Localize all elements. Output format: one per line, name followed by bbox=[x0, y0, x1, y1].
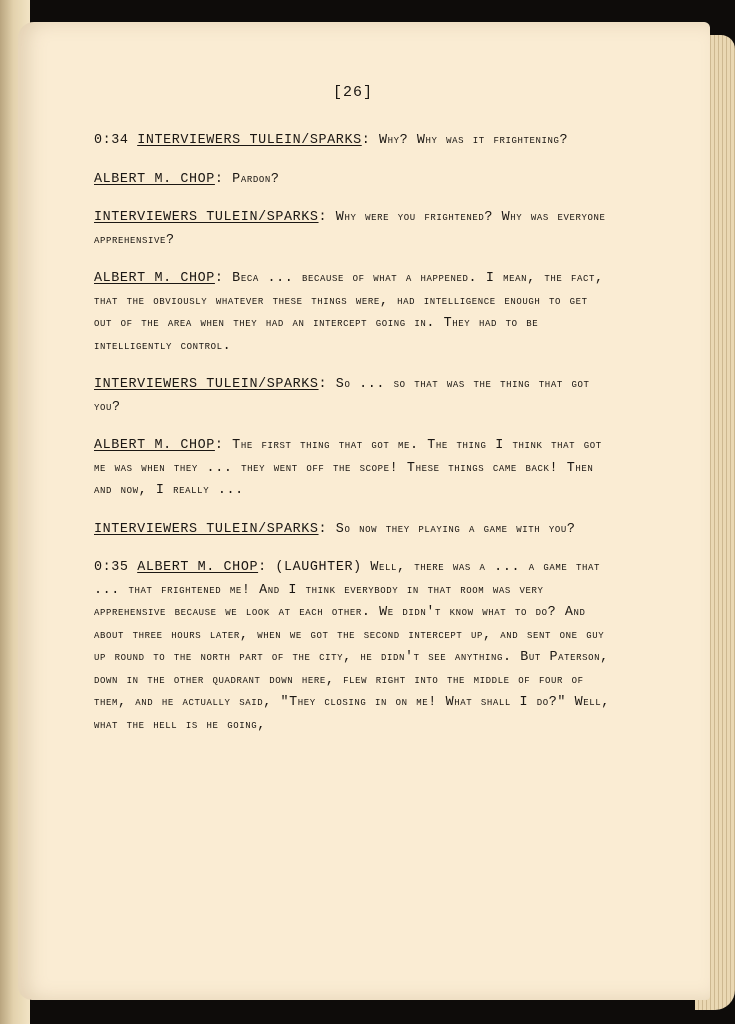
speaker-name: INTERVIEWERS TULEIN/SPARKS bbox=[94, 377, 319, 392]
speaker-name: INTERVIEWERS TULEIN/SPARKS bbox=[137, 133, 362, 148]
speaker-name: ALBERT M. CHOP bbox=[94, 438, 215, 453]
speaker-name: ALBERT M. CHOP bbox=[94, 171, 215, 187]
dialogue-text: : Why? Why was it frightening? bbox=[361, 133, 569, 148]
dialogue-text: : So now they playing a game with you? bbox=[318, 521, 576, 537]
dialogue-text: : Beca ... because of what a happened. I mean, the fact, that the obviously whatever these things were, had intelligence enough to get out of the area when they had an intercept going in. They had to be intelligently control. bbox=[94, 271, 604, 354]
timestamp: 0:35 bbox=[94, 560, 138, 575]
book-page bbox=[18, 22, 710, 1000]
transcript-paragraph bbox=[94, 374, 614, 419]
transcript-paragraph bbox=[94, 435, 614, 503]
transcript-paragraph bbox=[94, 519, 614, 542]
transcript-paragraph bbox=[94, 169, 614, 192]
transcript-paragraph bbox=[94, 557, 614, 737]
dialogue-text: : So ... so that was the thing that got you? bbox=[94, 377, 590, 415]
transcript-paragraph bbox=[94, 130, 614, 153]
transcript-paragraph bbox=[94, 268, 614, 358]
dialogue-text: : Why were you frightened? Why was everyone apprehensive? bbox=[94, 210, 606, 248]
speaker-name: INTERVIEWERS TULEIN/SPARKS bbox=[94, 210, 319, 225]
speaker-name: ALBERT M. CHOP bbox=[137, 560, 259, 575]
dialogue-text: : Pardon? bbox=[214, 171, 280, 187]
speaker-name: INTERVIEWERS TULEIN/SPARKS bbox=[94, 521, 319, 537]
page-number: [26] bbox=[332, 84, 373, 101]
dialogue-text: : (LAUGHTER) Well, there was a ... a game that ... that frightened me! And I think everybody in that room was very apprehensive because we look at each other. We didn't know what to do? And about three hours later, when we got the second intercept up, and sent one guy up round to the north part of the city, he didn't see anything. But Paterson, down in the other quadrant down here, flew right into the middle of four of them, and he actually said, "They closing in on me! What shall I do?" Well, what the hell is he going, bbox=[94, 560, 610, 733]
dialogue-text: : The first thing that got me. The thing I think that got me was when they ... they went off the scope! These things came back! Then and now, I really ... bbox=[94, 438, 602, 498]
timestamp: 0:34 bbox=[94, 133, 138, 148]
transcript-body bbox=[94, 130, 614, 753]
speaker-name: ALBERT M. CHOP bbox=[94, 271, 215, 286]
transcript-paragraph bbox=[94, 207, 614, 252]
